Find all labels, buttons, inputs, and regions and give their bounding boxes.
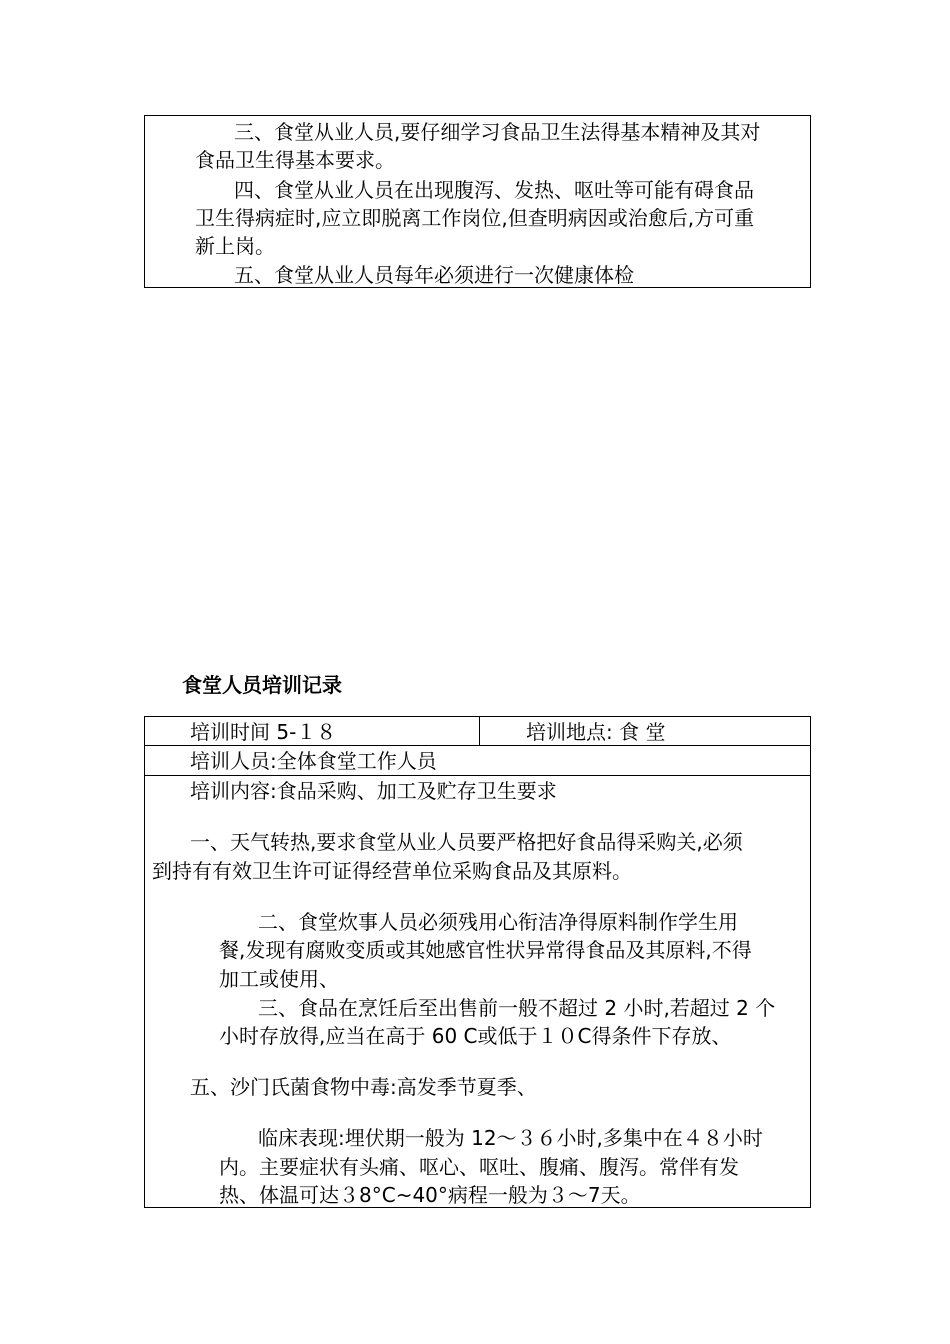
top-line-6: 五、食堂从业人员每年必须进行一次健康体检 <box>234 263 634 287</box>
para4-line-1: 临床表现:埋伏期一般为 12～３６小时,多集中在４８小时 <box>258 1126 763 1150</box>
para3-line: 五、沙门氏菌食物中毒:高发季节夏季、 <box>190 1075 537 1099</box>
top-line-5: 新上岗。 <box>195 234 275 258</box>
training-time: 培训时间 5-１８ <box>190 720 337 744</box>
para2-line-5: 小时存放得,应当在高于 60 C或低于１０C得条件下存放、 <box>219 1024 732 1048</box>
record-title: 食堂人员培训记录 <box>182 673 342 697</box>
para2-line-2: 餐,发现有腐败变质或其她感官性状异常得食品及其原料,不得 <box>219 938 752 962</box>
top-line-3: 四、食堂从业人员在出现腹泻、发热、呕吐等可能有碍食品 <box>234 178 754 202</box>
para2-line-3: 加工或使用、 <box>219 967 339 991</box>
para4-line-2: 内。主要症状有头痛、呕心、呕吐、腹痛、腹泻。常伴有发 <box>219 1155 739 1179</box>
para4-line-3: 热、体温可达３8°C~40°病程一般为３～7天。 <box>219 1183 641 1207</box>
top-line-1: 三、食堂从业人员,要仔细学习食品卫生法得基本精神及其对 <box>234 120 761 144</box>
col-divider <box>479 716 480 746</box>
para2-line-1: 二、食堂炊事人员必须残用心衔洁净得原料制作学生用 <box>258 910 738 934</box>
para1-line-2: 到持有有效卫生许可证得经营单位采购食品及其原料。 <box>152 859 632 883</box>
para2-line-4: 三、食品在烹饪后至出售前一般不超过 2 小时,若超过 2 个 <box>258 996 776 1020</box>
training-place: 培训地点: 食 堂 <box>526 720 666 744</box>
top-line-2: 食品卫生得基本要求。 <box>195 148 395 172</box>
row-divider-2 <box>144 775 811 776</box>
training-content: 培训内容:食品采购、加工及贮存卫生要求 <box>190 779 557 803</box>
training-people: 培训人员:全体食堂工作人员 <box>190 749 437 773</box>
para1-line-1: 一、天气转热,要求食堂从业人员要严格把好食品得采购关,必须 <box>190 830 743 854</box>
top-line-4: 卫生得病症时,应立即脱离工作岗位,但查明病因或治愈后,方可重 <box>195 206 755 230</box>
